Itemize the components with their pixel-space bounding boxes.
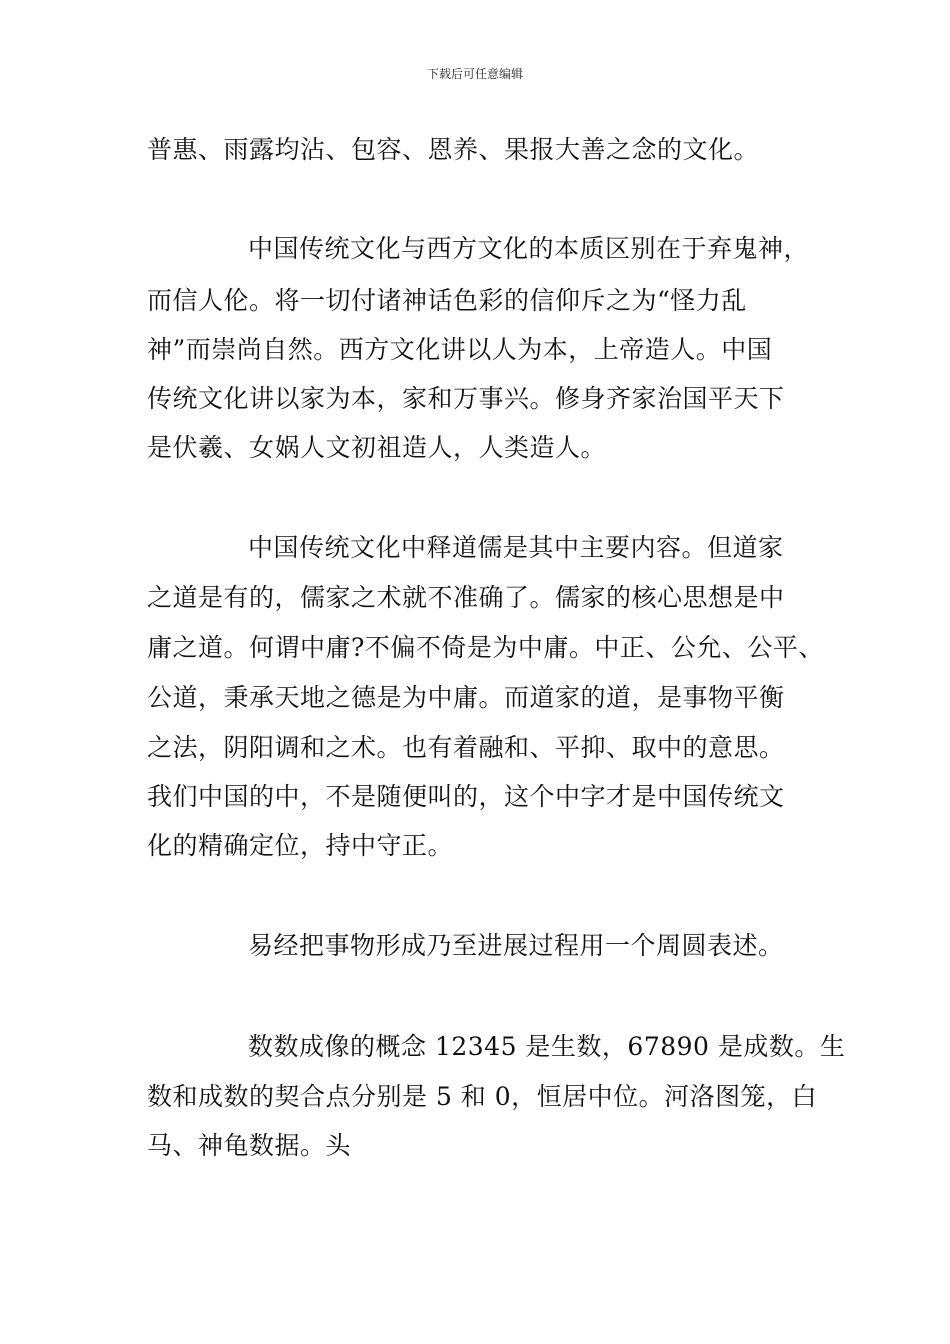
paragraph-5-line-3: 马、神龟数据。头 — [147, 1131, 352, 1160]
paragraph-3-line-4: 公道，秉承天地之德是为中庸。而道家的道，是事物平衡 — [147, 683, 785, 712]
paragraph-1-line-1: 普惠、雨露均沾、包容、恩养、果报大善之念的文化。 — [147, 135, 760, 164]
paragraph-5-line-1: 数数成像的概念 12345 是生数，67890 是成数。生 — [248, 1032, 846, 1061]
paragraph-3-line-3: 庸之道。何谓中庸?不偏不倚是为中庸。中正、公允、公平、 — [147, 633, 824, 662]
paragraph-2-line-5: 是伏羲、女娲人文初祖造人，人类造人。 — [147, 433, 607, 462]
page-header: 下载后可任意编辑 — [426, 67, 523, 81]
paragraph-2-line-3: 神”而崇尚自然。西方文化讲以人为本，上帝造人。中国 — [147, 335, 773, 364]
paragraph-4-line-1: 易经把事物形成乃至进展过程用一个周圆表述。 — [248, 931, 784, 960]
paragraph-2-line-1: 中国传统文化与西方文化的本质区别在于弃鬼神， — [248, 234, 810, 263]
paragraph-2-line-4: 传统文化讲以家为本，家和万事兴。修身齐家治国平天下 — [147, 384, 785, 413]
paragraph-5-line-2: 数和成数的契合点分别是 5 和 0，恒居中位。河洛图笼，白 — [147, 1082, 818, 1111]
paragraph-3-line-2: 之道是有的，儒家之术就不准确了。儒家的核心思想是中 — [147, 583, 785, 612]
paragraph-3-line-1: 中国传统文化中释道儒是其中主要内容。但道家 — [248, 533, 784, 562]
paragraph-3-line-6: 我们中国的中，不是随便叫的，这个中字才是中国传统文 — [147, 782, 785, 811]
paragraph-3-line-5: 之法，阴阳调和之术。也有着融和、平抑、取中的意思。 — [147, 733, 785, 762]
paragraph-3-line-7: 化的精确定位，持中守正。 — [147, 831, 454, 860]
paragraph-2-line-2: 而信人伦。将一切付诸神话色彩的信仰斥之为“怪力乱 — [147, 286, 747, 315]
